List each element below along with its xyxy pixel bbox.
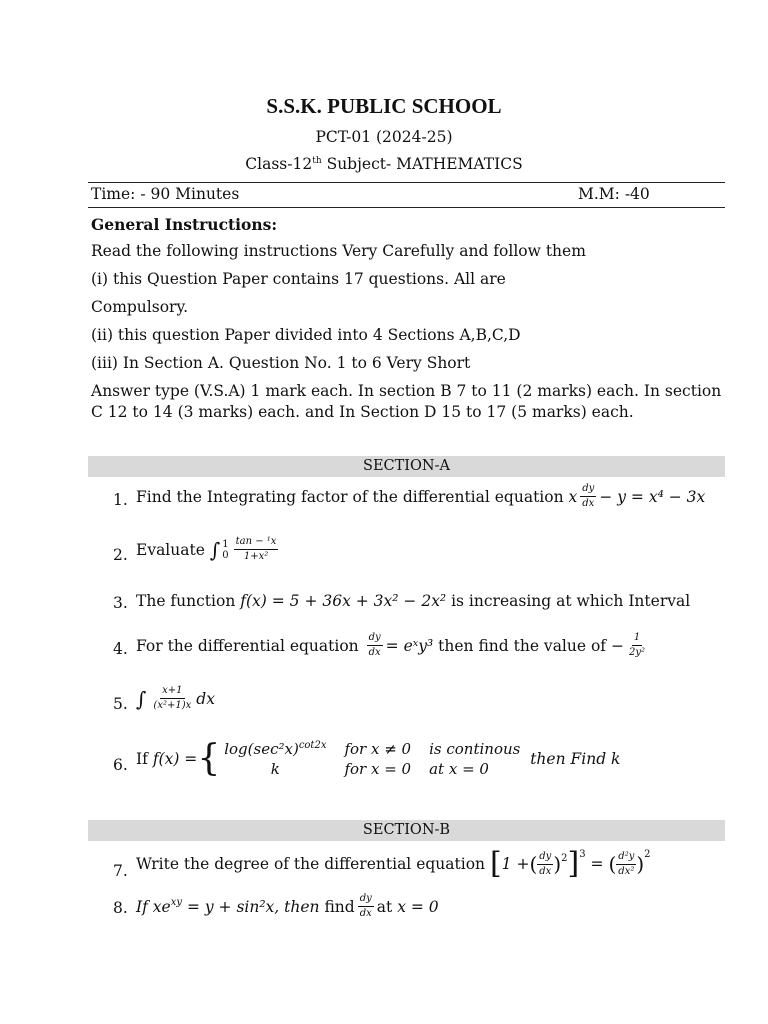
fraction-denominator: (x²+1)x	[153, 700, 192, 711]
integral-sign: ∫	[209, 537, 221, 562]
math-term: 1 +	[501, 855, 530, 873]
math-term: x	[568, 487, 578, 506]
max-marks-label: M.M: -40	[578, 185, 650, 203]
question-text	[136, 685, 215, 712]
fraction-numerator: dy	[537, 851, 553, 865]
fraction-numerator: x+1	[160, 685, 184, 699]
fraction-denominator: dx	[359, 908, 372, 919]
case-note: is continous	[429, 740, 521, 758]
question-number: 2.	[113, 546, 128, 564]
question-6	[0, 740, 768, 790]
fraction	[367, 632, 383, 659]
question-prompt: Find the Integrating factor of the differential equation	[136, 487, 564, 506]
right-bracket: ]	[567, 846, 580, 881]
question-prompt-end: then find the value of	[438, 636, 607, 655]
question-number: 5.	[113, 695, 128, 713]
math-term: −	[610, 636, 624, 655]
fraction-numerator: dy	[358, 893, 374, 907]
left-brace: {	[197, 738, 221, 779]
question-number: 8.	[113, 899, 128, 917]
fraction-denominator: dx	[539, 865, 552, 877]
question-5	[0, 685, 768, 725]
question-text	[136, 536, 281, 563]
math-term: − y = x⁴ − 3x	[599, 487, 706, 506]
fraction-numerator: dy	[367, 632, 383, 646]
class-subject	[0, 155, 768, 173]
question-text	[136, 632, 650, 659]
question-4	[0, 630, 768, 670]
instruction-line: (i) this Question Paper contains 17 questions. All are	[91, 270, 506, 288]
right-paren: )	[553, 852, 562, 876]
question-text	[136, 740, 620, 778]
piecewise-case-1	[224, 740, 326, 758]
integral-sign: ∫	[136, 686, 147, 711]
math-term: dx	[196, 689, 215, 708]
left-paren: (	[608, 852, 617, 876]
exponent: 3	[579, 849, 586, 860]
exponent: xy	[170, 897, 182, 908]
math-term: = eˣy³	[385, 636, 434, 655]
question-prompt: For the differential equation	[136, 636, 359, 655]
question-prompt: find	[324, 897, 355, 916]
question-text	[136, 592, 690, 610]
fraction-numerator: d²y	[616, 851, 636, 865]
right-paren: )	[636, 852, 645, 876]
case-note: at x = 0	[429, 760, 489, 778]
instruction-line: (iii) In Section A. Question No. 1 to 6 Very Short	[91, 354, 471, 372]
math-term: If xe	[136, 897, 171, 916]
math-term: x = 0	[397, 897, 439, 916]
question-2	[0, 536, 768, 576]
fraction-numerator: tan − ¹x	[234, 536, 279, 550]
upper-limit: 1	[222, 538, 229, 550]
fraction-denominator: dx²	[618, 865, 635, 877]
fraction	[537, 851, 553, 878]
case-exponent: cot2x	[298, 740, 327, 751]
fraction-numerator: 1	[632, 632, 642, 646]
question-prompt-end: at	[376, 897, 393, 916]
fraction-denominator: 1+x²	[243, 551, 269, 562]
question-number: 6.	[113, 756, 128, 774]
equals-sign: =	[590, 855, 604, 873]
question-text	[136, 846, 651, 881]
fraction	[151, 685, 193, 712]
fraction	[580, 483, 596, 510]
fraction	[234, 536, 279, 563]
case-expression: log(sec²x)	[224, 740, 299, 758]
fraction-numerator: dy	[580, 483, 596, 497]
question-prompt: Write the degree of the differential equation	[136, 855, 486, 873]
fraction	[358, 893, 374, 920]
math-term: = y + sin²x, then	[186, 897, 320, 916]
divider-top	[88, 182, 725, 183]
question-text	[136, 483, 705, 510]
question-number: 3.	[113, 594, 128, 612]
question-8	[0, 893, 768, 933]
question-prompt: The function	[136, 592, 236, 610]
test-title: PCT-01 (2024-25)	[315, 128, 453, 146]
divider-bottom	[88, 207, 725, 208]
case-expression: k	[270, 760, 280, 778]
left-paren: (	[529, 852, 538, 876]
lower-limit: 0	[222, 549, 229, 561]
class-prefix: Class-12	[245, 155, 313, 173]
instruction-line: Compulsory.	[91, 298, 189, 316]
instruction-line: Read the following instructions Very Carefully and follow them	[91, 242, 586, 260]
question-1	[0, 481, 768, 521]
fraction-denominator: 2y²	[628, 647, 646, 658]
case-condition: for x ≠ 0	[344, 740, 412, 758]
subject-label: Subject- MATHEMATICS	[321, 155, 523, 173]
exponent: 2	[561, 853, 568, 864]
question-number: 7.	[113, 862, 128, 880]
instruction-line: (ii) this question Paper divided into 4 Sections A,B,C,D	[91, 326, 521, 344]
time-label: Time: - 90 Minutes	[91, 185, 240, 203]
school-name: S.S.K. PUBLIC SCHOOL	[266, 94, 502, 118]
question-number: 4.	[113, 640, 128, 658]
fraction	[627, 632, 647, 659]
section-b-header: SECTION-B	[88, 820, 725, 841]
fraction-denominator: dx	[582, 498, 595, 509]
piecewise-table	[224, 740, 520, 778]
question-prompt: If	[136, 750, 148, 768]
left-bracket: [	[489, 846, 502, 881]
exponent: 2	[644, 849, 651, 860]
case-condition: for x = 0	[344, 760, 412, 778]
math-term: then Find k	[530, 750, 621, 768]
class-superscript: th	[312, 155, 322, 166]
math-term: f(x) =	[152, 750, 198, 768]
question-7	[0, 846, 768, 893]
question-number: 1.	[113, 491, 128, 509]
question-prompt: Evaluate	[136, 540, 205, 559]
section-a-header: SECTION-A	[88, 456, 725, 477]
question-text	[136, 893, 439, 920]
instructions-title: General Instructions:	[91, 215, 278, 234]
math-expression: f(x) = 5 + 36x + 3x² − 2x²	[240, 592, 447, 610]
question-3	[0, 589, 768, 629]
fraction	[616, 851, 636, 878]
fraction-denominator: dx	[368, 647, 381, 658]
integral-limits	[222, 539, 228, 561]
question-prompt-end: is increasing at which Interval	[451, 592, 691, 610]
instruction-paragraph: Answer type (V.S.A) 1 mark each. In section B 7 to 11 (2 marks) each. In section C 12 to 14 (3 marks) each. and In Section D 15 to 17 (5 marks) each.	[91, 382, 722, 421]
